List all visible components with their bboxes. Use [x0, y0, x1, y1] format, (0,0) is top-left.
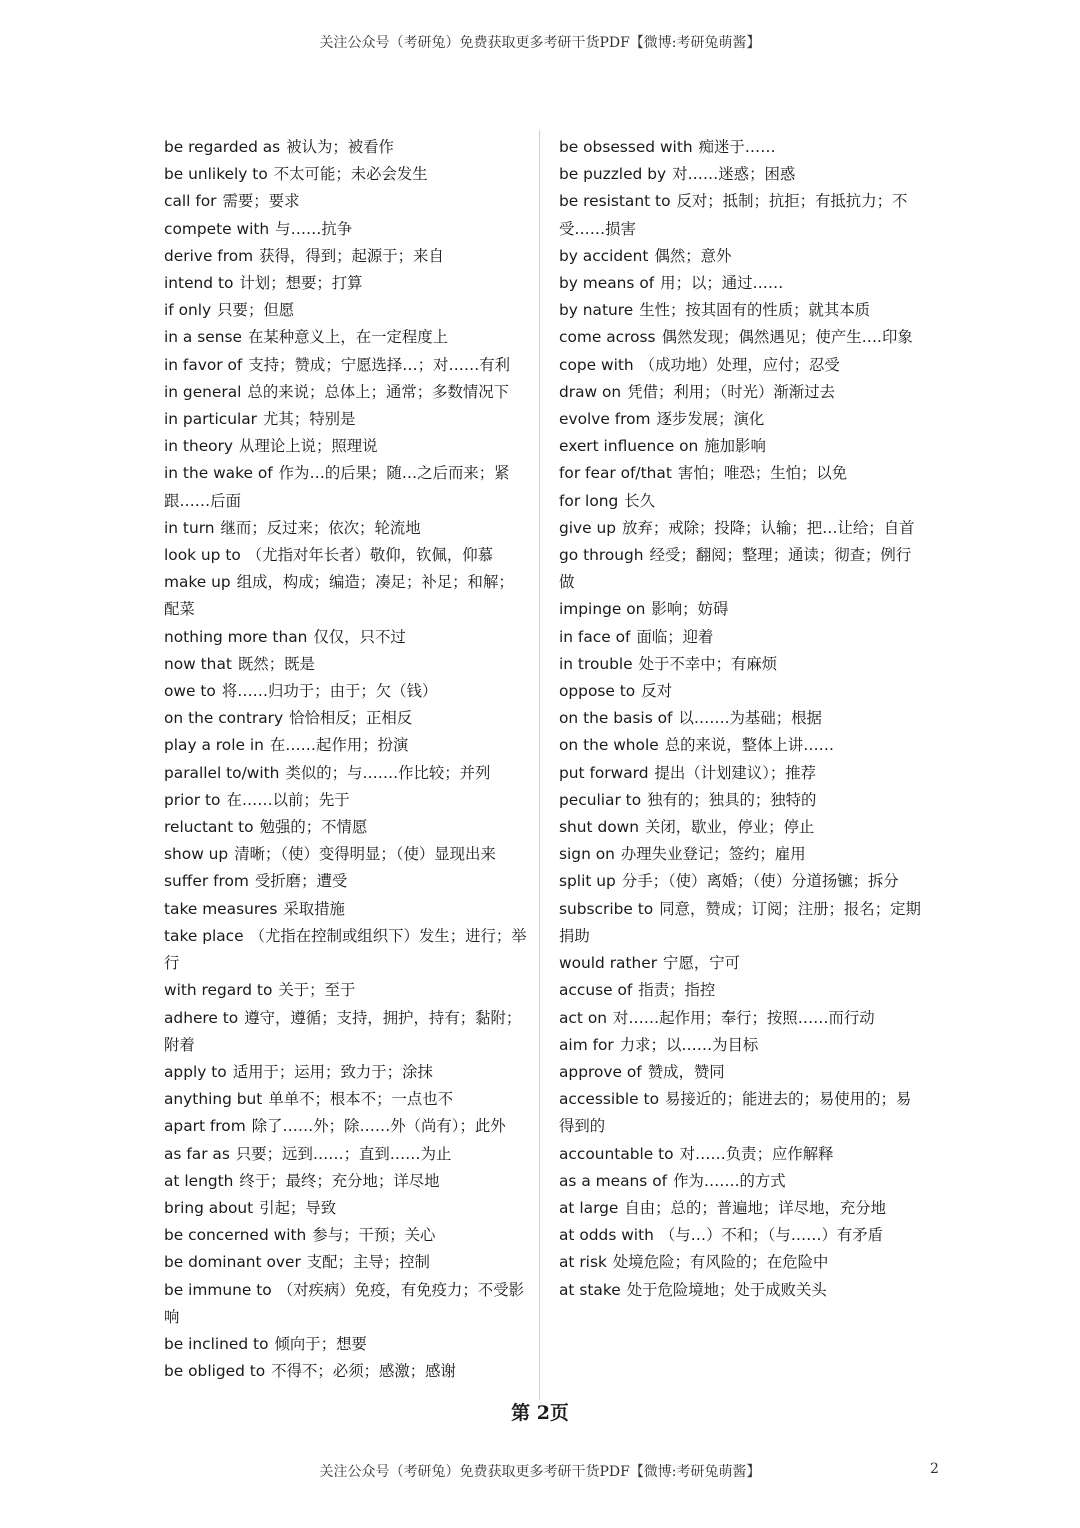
page-footer: 关注公众号（考研兔）免费获取更多考研干货PDF【微博:考研兔萌酱】: [319, 1464, 761, 1480]
vocab-entry: [559, 678, 923, 705]
vocab-entry: [164, 1141, 528, 1168]
vocab-meaning: （对疾病）免疫，有免疫力；不受影响: [164, 1280, 524, 1326]
vocab-term: look up to: [164, 546, 241, 565]
vocab-meaning: （尤指对年长者）敬仰，钦佩，仰慕: [246, 546, 494, 565]
vocab-meaning: 独有的；独具的；独特的: [647, 790, 817, 809]
vocab-entry: [559, 1277, 923, 1304]
vocab-term: for long: [559, 491, 619, 510]
vocab-entry: [559, 134, 923, 161]
vocab-meaning: 自由；总的；普遍地；详尽地，充分地: [624, 1198, 887, 1217]
vocab-entry: [164, 216, 528, 243]
vocab-meaning: 获得，得到；起源于；来自: [259, 246, 444, 265]
vocab-entry: [164, 705, 528, 732]
vocab-entry: [164, 379, 528, 406]
vocab-term: accountable to: [559, 1144, 674, 1163]
vocab-term: approve of: [559, 1062, 642, 1081]
vocab-meaning: 生性；按其固有的性质；就其本质: [639, 301, 871, 320]
vocab-term: with regard to: [164, 981, 273, 1000]
page-header: 关注公众号（考研兔）免费获取更多考研干货PDF【微博:考研兔萌酱】: [319, 35, 761, 51]
vocab-meaning: 只要；远到……；直到……为止: [235, 1144, 452, 1163]
vocab-meaning: 反对；抵制；抗拒；有抵抗力；不受……损害: [559, 192, 908, 238]
vocab-entry: [164, 868, 528, 895]
vocab-entry: [164, 1005, 528, 1059]
vocab-entry: [559, 1032, 923, 1059]
vocab-term: evolve from: [559, 410, 651, 429]
vocab-term: in the wake of: [164, 464, 273, 483]
vocab-entry: [559, 814, 923, 841]
vocab-term: subscribe to: [559, 899, 654, 918]
vocab-entry: [164, 433, 528, 460]
vocab-term: on the basis of: [559, 709, 673, 728]
vocab-term: at stake: [559, 1280, 621, 1299]
vocab-meaning: 类似的；与…….作比较；并列: [285, 763, 491, 782]
vocab-term: in face of: [559, 627, 631, 646]
vocab-meaning: 作为…的后果；随…之后而来；紧跟……后面: [164, 464, 510, 510]
vocab-entry: [164, 1086, 528, 1113]
vocab-term: cope with: [559, 355, 634, 374]
vocab-term: by accident: [559, 246, 649, 265]
vocab-entry: [164, 1222, 528, 1249]
vocab-entry: [164, 977, 528, 1004]
vocab-meaning: 害怕；唯恐；生怕；以免: [677, 464, 848, 483]
vocab-term: nothing more than: [164, 627, 308, 646]
vocab-meaning: 需要；要求: [222, 192, 300, 211]
vocab-term: as far as: [164, 1144, 230, 1163]
vocab-entry: [164, 324, 528, 351]
vocab-term: in turn: [164, 518, 215, 537]
vocab-entry: [559, 379, 923, 406]
vocab-term: play a role in: [164, 736, 264, 755]
vocab-entry: [559, 188, 923, 242]
vocab-term: by means of: [559, 274, 655, 293]
vocab-meaning: （成功地）处理，应付；忍受: [639, 355, 840, 374]
vocab-term: in favor of: [164, 355, 243, 374]
vocab-term: parallel to/with: [164, 763, 280, 782]
vocab-term: call for: [164, 192, 217, 211]
vocab-entry: [559, 433, 923, 460]
vocab-entry: [164, 732, 528, 759]
vocab-meaning: 除了……外；除……外（尚有）；此外: [251, 1117, 506, 1136]
vocab-term: if only: [164, 301, 212, 320]
vocab-term: in general: [164, 382, 242, 401]
vocab-term: be inclined to: [164, 1334, 269, 1353]
vocab-entry: [559, 1168, 923, 1195]
vocab-term: be dominant over: [164, 1253, 301, 1272]
column-divider: [539, 130, 540, 1400]
vocab-term: reluctant to: [164, 818, 254, 837]
vocab-entry: [559, 950, 923, 977]
vocab-meaning: 适用于；运用；致力于；涂抹: [232, 1062, 433, 1081]
vocab-term: give up: [559, 518, 617, 537]
vocab-term: oppose to: [559, 682, 636, 701]
vocab-meaning: 经受；翻阅；整理；通读；彻查；例行做: [559, 546, 912, 592]
vocab-entry: [164, 760, 528, 787]
vocab-entry: [559, 651, 923, 678]
vocab-entry: [559, 760, 923, 787]
vocab-meaning: 受折磨；遭受: [254, 872, 348, 891]
vocab-entry: [559, 868, 923, 895]
vocab-term: accuse of: [559, 981, 633, 1000]
vocab-meaning: 支持；赞成；宁愿选择…；对……有利: [248, 355, 511, 374]
vocab-term: now that: [164, 654, 232, 673]
vocab-meaning: 施加影响: [704, 437, 766, 456]
vocab-meaning: 清晰；（使）变得明显；（使）显现出来: [234, 845, 496, 864]
vocab-meaning: 办理失业登记；签约；雇用: [620, 845, 806, 864]
vocab-term: show up: [164, 845, 229, 864]
vocab-entry: [559, 243, 923, 270]
vocab-entry: [164, 515, 528, 542]
vocab-entry: [559, 270, 923, 297]
page-number: 2: [930, 1461, 939, 1477]
vocab-entry: [164, 1113, 528, 1140]
vocab-entry: [559, 841, 923, 868]
vocab-term: bring about: [164, 1198, 254, 1217]
vocab-entry: [164, 896, 528, 923]
vocab-meaning: 对……迷惑；困惑: [672, 165, 796, 184]
vocab-meaning: 关闭，歇业，停业；停止: [644, 818, 815, 837]
vocab-meaning: 反对: [641, 682, 672, 701]
vocab-meaning: 终于；最终；充分地；详尽地: [239, 1171, 440, 1190]
vocab-meaning: 总的来说；总体上；通常；多数情况下: [247, 382, 510, 401]
vocab-term: prior to: [164, 790, 221, 809]
vocab-entry: [164, 1249, 528, 1276]
vocab-entry: [559, 596, 923, 623]
vocab-term: be resistant to: [559, 192, 671, 211]
vocab-term: in theory: [164, 437, 234, 456]
vocab-entry: [164, 1059, 528, 1086]
vocab-meaning: 继而；反过来；依次；轮流地: [220, 518, 421, 537]
vocab-entry: [559, 1195, 923, 1222]
vocab-meaning: 处于不幸中；有麻烦: [638, 654, 778, 673]
vocab-term: be unlikely to: [164, 165, 268, 184]
vocab-entry: [164, 841, 528, 868]
vocab-meaning: 偶然发现；偶然遇见；使产生….印象: [661, 328, 913, 347]
vocab-entry: [559, 161, 923, 188]
vocab-entry: [164, 624, 528, 651]
vocab-entry: [559, 542, 923, 596]
vocab-term: be puzzled by: [559, 165, 667, 184]
vocab-meaning: 赞成，赞同: [647, 1062, 725, 1081]
vocab-term: in particular: [164, 410, 258, 429]
vocab-term: make up: [164, 573, 231, 592]
vocab-meaning: 在……起作用；扮演: [269, 736, 409, 755]
vocab-meaning: 以…….为基础；根据: [678, 709, 822, 728]
vocab-entry: [164, 1168, 528, 1195]
vocab-term: put forward: [559, 763, 649, 782]
vocab-entry: [164, 569, 528, 623]
vocab-meaning: 从理论上说；照理说: [239, 437, 378, 456]
vocab-term: come across: [559, 328, 656, 347]
vocab-meaning: 分手；（使）离婚；（使）分道扬镳；拆分: [621, 872, 899, 891]
vocab-entry: [164, 352, 528, 379]
vocab-meaning: 采取措施: [283, 899, 345, 918]
vocab-meaning: 引起；导致: [259, 1198, 337, 1217]
vocab-meaning: 放弃；戒除；投降；认输；把…让给；自首: [622, 518, 915, 537]
vocab-meaning: 组成，构成；编造；凑足；补足；和解；配菜: [164, 573, 514, 619]
vocab-term: on the contrary: [164, 709, 284, 728]
vocab-term: anything but: [164, 1090, 263, 1109]
vocab-entry: [559, 624, 923, 651]
vocab-meaning: 对……负责；应作解释: [679, 1144, 834, 1163]
vocab-entry: [164, 814, 528, 841]
vocab-entry: [559, 297, 923, 324]
vocab-meaning: 凭借；利用；（时光）渐渐过去: [627, 382, 835, 401]
vocab-entry: [164, 188, 528, 215]
vocab-term: in trouble: [559, 654, 633, 673]
vocab-meaning: 计划；想要；打算: [239, 274, 363, 293]
vocab-meaning: 同意，赞成；订阅；注册；报名；定期捐助: [559, 899, 921, 945]
vocabulary-column-left: [164, 134, 528, 1385]
vocab-meaning: 支配；主导；控制: [306, 1253, 430, 1272]
vocab-term: take measures: [164, 899, 278, 918]
vocab-entry: [559, 977, 923, 1004]
vocab-meaning: 参与；干预；关心: [312, 1226, 436, 1245]
vocab-term: apart from: [164, 1117, 246, 1136]
vocab-entry: [559, 515, 923, 542]
vocab-term: be obsessed with: [559, 138, 693, 156]
vocab-meaning: 单单不；根本不；一点也不: [268, 1090, 454, 1109]
vocab-meaning: 恰恰相反；正相反: [289, 709, 413, 728]
vocab-meaning: 关于；至于: [278, 981, 356, 1000]
vocab-entry: [559, 1005, 923, 1032]
vocab-term: intend to: [164, 274, 234, 293]
vocab-term: be regarded as: [164, 138, 281, 156]
vocab-term: act on: [559, 1008, 607, 1027]
vocab-entry: [559, 1059, 923, 1086]
vocab-term: in a sense: [164, 328, 242, 347]
vocab-entry: [559, 324, 923, 351]
vocab-meaning: 在……以前；先于: [226, 790, 350, 809]
vocab-term: suffer from: [164, 872, 249, 891]
vocab-meaning: 在某种意义上，在一定程度上: [247, 328, 449, 347]
vocab-entry: [164, 923, 528, 977]
vocab-entry: [164, 678, 528, 705]
vocab-meaning: 不太可能；未必会发生: [273, 165, 428, 184]
vocab-term: split up: [559, 872, 616, 891]
vocab-term: be obliged to: [164, 1362, 266, 1381]
vocab-entry: [164, 460, 528, 514]
vocab-entry: [164, 1358, 528, 1385]
vocab-term: apply to: [164, 1062, 227, 1081]
vocab-term: adhere to: [164, 1008, 239, 1027]
vocab-entry: [559, 352, 923, 379]
vocab-term: derive from: [164, 246, 254, 265]
vocab-entry: [559, 460, 923, 487]
vocab-meaning: 指责；指控: [638, 981, 716, 1000]
vocab-meaning: 痴迷于……: [698, 138, 776, 156]
vocab-meaning: 与……抗争: [275, 219, 353, 238]
vocab-entry: [559, 732, 923, 759]
vocab-meaning: 既然；既是: [237, 654, 315, 673]
vocab-entry: [164, 297, 528, 324]
vocab-meaning: 偶然；意外: [654, 246, 732, 265]
vocab-meaning: 不得不；必须；感激；感谢: [271, 1362, 456, 1381]
vocab-entry: [559, 787, 923, 814]
vocab-meaning: 处境危险；有风险的；在危险中: [612, 1253, 829, 1272]
vocab-entry: [164, 270, 528, 297]
vocab-meaning: 被认为；被看作: [286, 138, 394, 156]
vocab-entry: [164, 406, 528, 433]
vocab-entry: [164, 542, 528, 569]
vocab-entry: [559, 1222, 923, 1249]
vocab-term: for fear of/that: [559, 464, 672, 483]
vocab-term: go through: [559, 546, 644, 565]
vocab-entry: [559, 406, 923, 433]
vocab-meaning: 将……归功于；由于；欠（钱）: [221, 682, 438, 701]
vocab-term: peculiar to: [559, 790, 642, 809]
vocab-entry: [559, 1249, 923, 1276]
vocab-entry: [164, 1331, 528, 1358]
vocab-meaning: 用；以；通过……: [660, 274, 784, 293]
vocab-meaning: 勉强的；不情愿: [259, 818, 368, 837]
vocab-meaning: 总的来说，整体上讲……: [664, 736, 835, 755]
vocab-meaning: 易接近的；能进去的；易使用的；易得到的: [559, 1090, 912, 1136]
vocab-meaning: （与…）不和；（与……）有矛盾: [659, 1226, 884, 1245]
vocab-meaning: 遵守，遵循；支持，拥护，持有；黏附；附着: [164, 1008, 522, 1054]
vocab-term: at large: [559, 1198, 619, 1217]
vocab-meaning: 只要；但愿: [217, 301, 295, 320]
vocab-term: at risk: [559, 1253, 607, 1272]
vocab-meaning: 提出（计划建议）；推荐: [654, 763, 817, 782]
vocab-term: aim for: [559, 1035, 614, 1054]
vocab-term: at length: [164, 1171, 234, 1190]
vocab-term: would rather: [559, 954, 658, 973]
vocab-term: shut down: [559, 818, 639, 837]
vocab-meaning: 力求；以……为目标: [619, 1035, 759, 1054]
vocab-entry: [164, 1277, 528, 1331]
vocab-term: by nature: [559, 301, 634, 320]
vocab-meaning: 作为…….的方式: [673, 1171, 786, 1190]
page-label: 第 2页: [511, 1402, 569, 1424]
vocab-meaning: 尤其；特别是: [263, 410, 356, 429]
vocab-meaning: 宁愿，宁可: [663, 954, 741, 973]
vocab-term: on the whole: [559, 736, 659, 755]
vocab-meaning: 对……起作用；奉行；按照……而行动: [613, 1008, 875, 1027]
vocab-term: be immune to: [164, 1280, 272, 1299]
vocab-entry: [164, 161, 528, 188]
vocabulary-column-right: [559, 134, 923, 1304]
vocab-term: compete with: [164, 219, 270, 238]
vocab-entry: [559, 488, 923, 515]
vocab-entry: [164, 243, 528, 270]
vocab-entry: [164, 651, 528, 678]
vocab-term: take place: [164, 926, 244, 945]
vocab-meaning: 长久: [624, 491, 656, 510]
vocab-term: sign on: [559, 845, 615, 864]
vocab-term: impinge on: [559, 600, 646, 619]
vocab-term: as a means of: [559, 1171, 668, 1190]
vocab-term: be concerned with: [164, 1226, 307, 1245]
vocab-meaning: （尤指在控制或组织下）发生；进行；举行: [164, 926, 527, 973]
vocab-meaning: 仅仅，只不过: [313, 627, 406, 646]
vocab-meaning: 面临；迎着: [636, 627, 714, 646]
vocab-meaning: 影响；妨碍: [651, 600, 729, 619]
vocab-entry: [559, 896, 923, 950]
vocab-entry: [559, 1141, 923, 1168]
vocab-meaning: 倾向于；想要: [274, 1334, 367, 1353]
vocab-entry: [164, 134, 528, 161]
vocab-term: accessible to: [559, 1090, 659, 1109]
vocab-term: owe to: [164, 682, 216, 701]
vocab-meaning: 处于危险境地；处于成败关头: [626, 1280, 827, 1299]
vocab-entry: [164, 1195, 528, 1222]
vocab-meaning: 逐步发展；演化: [656, 410, 765, 429]
vocab-entry: [559, 705, 923, 732]
vocab-term: at odds with: [559, 1226, 654, 1245]
vocab-term: draw on: [559, 382, 622, 401]
vocab-term: exert influence on: [559, 437, 699, 456]
vocab-entry: [164, 787, 528, 814]
vocab-entry: [559, 1086, 923, 1140]
